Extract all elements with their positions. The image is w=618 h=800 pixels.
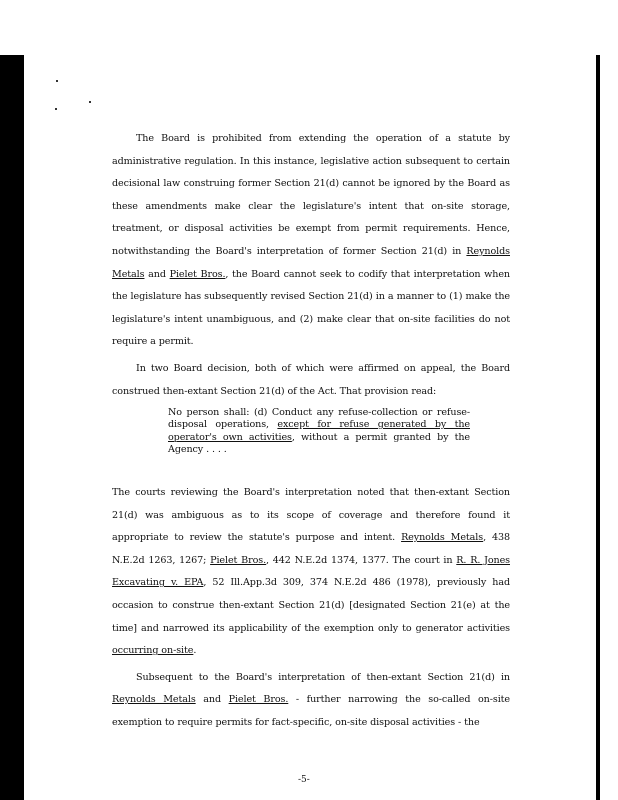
underlined-text: occurring on-site <box>112 645 194 657</box>
scan-edge-left <box>0 55 24 800</box>
text-run: Subsequent to the Board's interpretation of then-extant Section 21(d) in <box>136 671 510 683</box>
case-citation: Pielet Bros. <box>210 554 267 566</box>
case-citation: Reynolds Metals <box>401 532 484 544</box>
text-run: , 438 N.E.2d 1263, 1267; <box>112 532 510 566</box>
case-citation: Reynolds Metals <box>112 245 510 280</box>
paragraph-3 <box>112 482 510 663</box>
text-run: , the Board cannot seek to codify that interpretation when the legislature has subsequently revised Section 21(d) in a manner to (1) make the legislature's intent unambiguous, and (2) make clear that on-site facilities do not require a permit. <box>112 268 511 348</box>
block-quote <box>168 407 470 456</box>
document-body <box>112 128 510 734</box>
case-citation: Reynolds Metals <box>112 694 196 706</box>
text-run: The Board is prohibited from extending the operation of a statute by administrative regulation. In this instance, legislative action subsequent to certain decisional law construing former Section 21(d) cannot be ignored by the Board as these amendments make clear the legislature's intent that on-site storage, treatment, or disposal activities be exempt from permit requirements. Hence, notwithstanding the Board's interpretation of former Section 21(d) in <box>112 133 510 257</box>
text-run: , without a permit granted by the Agency . . . . <box>168 431 470 455</box>
paragraph-4 <box>112 667 510 735</box>
text-run: , 52 Ill.App.3d 309, 374 N.E.2d 486 (1978), previously had occasion to construe then-extant Section 21(d) [designated Section 21(e) at the time] and narrowed its applicability of the exemption only to generator activities <box>112 577 510 634</box>
text-run: and <box>144 268 170 280</box>
case-citation: Pielet Bros. <box>228 694 289 706</box>
paragraph-2: In two Board decision, both of which were affirmed on appeal, the Board construed then-extant Section 21(d) of the Act. That provision read: <box>112 362 510 397</box>
text-run: No person shall: (d) Conduct any refuse-collection or refuse-disposal operations, <box>168 407 470 431</box>
text-run: . <box>193 645 197 657</box>
scan-speck <box>56 80 58 82</box>
scan-speck <box>89 101 91 103</box>
case-citation: Pielet Bros. <box>169 268 226 280</box>
text-run: , 442 N.E.2d 1374, 1377. The court in <box>266 554 457 566</box>
text-run: - further narrowing the so-called on-site exemption to require permits for fact-specific, on-site disposal activities - the <box>112 694 510 728</box>
text-run: The courts reviewing the Board's interpretation noted that then-extant Section 21(d) was ambiguous as to its scope of coverage and therefore found it appropriate to review the statute's purpose and intent. <box>112 486 510 544</box>
paragraph-1 <box>112 128 510 354</box>
underlined-text: except for refuse generated by the operator's own activities <box>168 419 470 443</box>
scan-edge-right <box>596 55 600 800</box>
case-citation: R. R. Jones Excavating v. EPA <box>112 554 510 589</box>
scan-speck <box>55 108 57 110</box>
text-run: and <box>195 694 229 706</box>
page-number: -5- <box>298 775 310 785</box>
